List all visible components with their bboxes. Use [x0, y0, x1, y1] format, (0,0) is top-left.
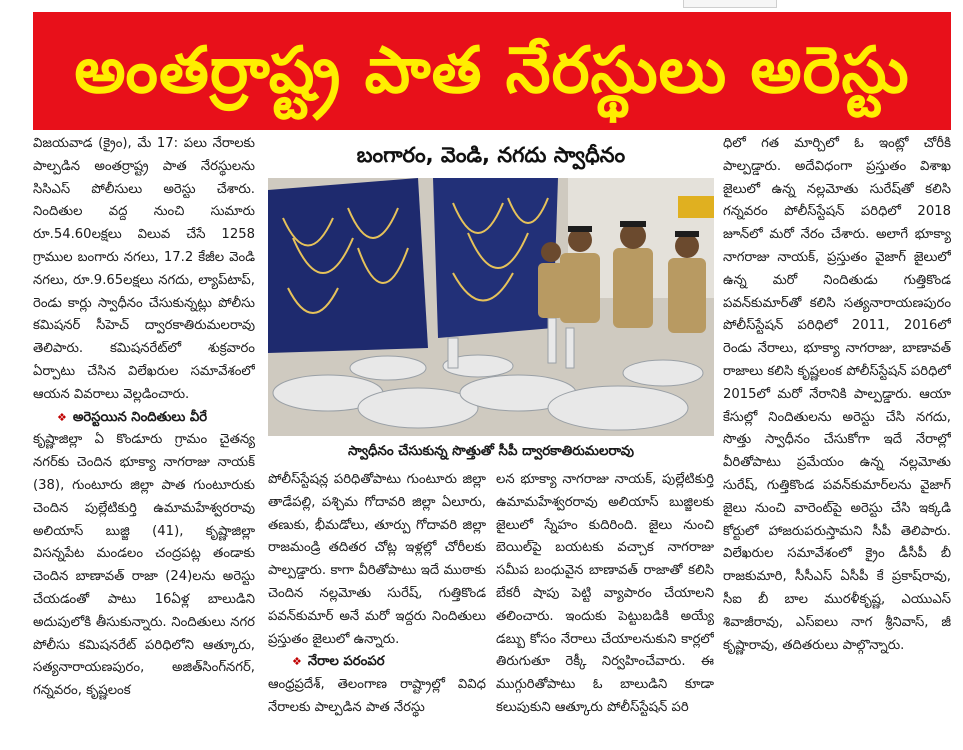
- headline-banner: [33, 12, 951, 130]
- article-column-2: [268, 469, 486, 750]
- paragraph: కృష్ణాజిల్లా ఏ కొండూరు గ్రామం చైతన్య నగర్‌కు చెందిన భూక్యా నాగరాజు నాయక్ (38), గుంటూరు జిల్లా పాత గుంటూరుకు చెందిన పుల్లేటికుర్తి ఉమామహేశ్వరరావు అలియాస్ బుజ్జి (41), కృష్ణాజిల్లా విసన్నపేట మండలం చంద్రపట్ల తండాకు చెందిన బాణావత్ రాజా (24)లను అరెస్టు చేయడంతో పాటు 16ఏళ్ల బాలుడిని అదుపులోకి తీసుకున్నారు. నిందితులు నగర పోలీసు కమిషనరేట్ పరిధిలోని ఆత్కూరు, సత్యనారాయణపురం, అజిత్‌సింగ్‌నగర్, గన్నవరం, కృష్ణలంక: [33, 432, 255, 699]
- photo-caption-text: స్వాధీనం చేసుకున్న సొత్తుతో సీపీ ద్వారకాతిరుమలరావు: [348, 444, 634, 459]
- paragraph: ఆంధ్రప్రదేశ్, తెలంగాణ రాష్ట్రాల్లో వివిధ నేరాలకు పాల్పడిన పాత నేరస్థు: [268, 677, 486, 715]
- photo-heading: [268, 140, 714, 176]
- page-thumbnail-edge: [683, 0, 777, 8]
- lead-paragraph: విజయవాడ (క్రైం), మే 17: పలు నేరాలకు పాల్పడిన అంతర్రాష్ట్ర పాత నేరస్థులను సిసిఎస్ పోలీసులు అరెస్టు చేశారు. నిందితుల వద్ద నుంచి సుమారు రూ.54.60లక్షలు విలువ చేసే 1258 గ్రాముల బంగారు నగలు, 17.2 కేజీల వెండి నగలు, రూ.9.65లక్షలు నగదు, ల్యాప్‌టాప్, రెండు కార్లు స్వాధీనం చేసుకున్నట్లు పోలీసు కమిషనర్ సీహెచ్ ద్వారకాతిరుమలరావు తెలిపారు. కమిషనరేట్‌లో శుక్రవారం ఏర్పాటు చేసిన విలేఖరుల సమావేశంలో ఆయన వివరాలు వెల్లడించారు.: [33, 136, 255, 402]
- subheading-text: నేరాల పరంపర: [307, 654, 385, 670]
- article-column-3: [496, 469, 714, 750]
- article-column-1: [33, 133, 255, 750]
- paragraph: పోలీస్‌స్టేషన్ల పరిధితోపాటు గుంటూరు జిల్లా తాడేపల్లి, పశ్చిమ గోదావరి జిల్లా ఏలూరు, తణుకు, భీమడోలు, తూర్పు గోదావరి జిల్లా రాజమండ్రి తదితర చోట్ల ఇళ్లల్లో చోరీలకు పాల్పడ్డారు. కాగా వీరితోపాటు ఇదే ముఠాకు చెందిన నల్లమోతు సురేష్, గుత్తికొండ పవన్‌కుమార్ అనే మరో ఇద్దరు నిందితులు ప్రస్తుతం జైలులో ఉన్నారు.: [268, 472, 486, 647]
- bullet-icon: ❖: [292, 655, 302, 669]
- top-strip: [0, 0, 963, 10]
- news-photo: [268, 178, 714, 436]
- article-column-4: [723, 133, 951, 750]
- photo-heading-text: బంగారం, వెండి, నగదు స్వాధీనం: [356, 143, 626, 167]
- photo-caption: [268, 440, 714, 466]
- headline: అంతర్రాష్ట్ర పాత నేరస్థులు అరెస్టు: [74, 34, 910, 108]
- photo-illustration: [268, 178, 714, 436]
- paragraph: ధిలో గత మార్చిలో ఓ ఇంట్లో చోరీకి పాల్పడ్డారు. అదేవిధంగా ప్రస్తుతం విశాఖ జైలులో ఉన్న నల్లమోతు సురేష్‌తో కలిసి గన్నవరం పోలీస్‌స్టేషన్ పరిధిలో 2018 జూన్‌లో మరో నేరం చేశారు. అలాగే భూక్యా నాగరాజు నాయక్, ప్రస్తుతం వైజాగ్ జైలులో ఉన్న మరో నిందితుడు గుత్తికొండ పవన్‌కుమార్‌తో కలిసి సత్యనారాయణపురం పోలీస్‌స్టేషన్ పరిధిలో 2011, 2016లో రెండు నేరాలు, భూక్యా నాగరాజు, బాణావత్ రాజాలు కలిసి కృష్ణలంక పోలీస్‌స్టేషన్ పరిధిలో 2015లో మరో నేరానికి పాల్పడ్డారు. ఆయా కేసుల్లో నిందితులను అరెస్టు చేసి నగదు, సొత్తు స్వాధీనం చేసుకోగా ఇదే నేరాల్లో వీరితోపాటు ప్రమేయం ఉన్న నల్లమోతు సురేష్, గుత్తికొండ పవన్‌కుమార్‌లను వైజాగ్ జైలు నుంచి వారెంట్‌పై అరెస్టు చేసి ఇక్కడి కోర్టులో హాజరుపరుస్తామని సీపీ తెలిపారు. విలేఖరుల సమావేశంలో క్రైం డీసీపీ బీ రాజకుమారి, సీసీఎస్ ఏసీపీ కే ప్రకాష్‌రావు, సీఐ బీ బాల మురళీకృష్ణ, ఎయుఎస్ శివాజీరావు, ఎస్ఐలు నాగ శ్రీనివాస్, జీ కృష్ణారావు, తదితరులు పాల్గొన్నారు.: [723, 136, 951, 653]
- bullet-icon: ❖: [57, 410, 67, 424]
- paragraph: లన భూక్యా నాగరాజు నాయక్, పుల్లేటికుర్తి ఉమామహేశ్వరరావు అలియాస్ బుజ్జిలకు జైలులో స్నేహం కుదిరింది. జైలు నుంచి బెయిల్‌పై బయటకు వచ్చాక నాగరాజు సమీప బంధువైన బాణావత్ రాజాతో కలిసి బేకరీ షాపు పెట్టి వ్యాపారం చేయాలని తలించారు. ఇందుకు పెట్టుబడికి అయ్యే డబ్బు కోసం నేరాలు చేయాలనుకుని కార్లలో తిరుగుతూ రెక్కీ నిర్వహించేవారు. ఈ ముగ్గురితోపాటు ఓ బాలుడిని కూడా కలుపుకుని ఆత్కూరు పోలీస్‌స్టేషన్ పరి: [496, 472, 714, 715]
- subheading-text: అరెస్టయిన నిందితులు వీరే: [72, 409, 208, 425]
- subheading-crime-series: [268, 651, 486, 674]
- subheading-accused: [33, 407, 255, 430]
